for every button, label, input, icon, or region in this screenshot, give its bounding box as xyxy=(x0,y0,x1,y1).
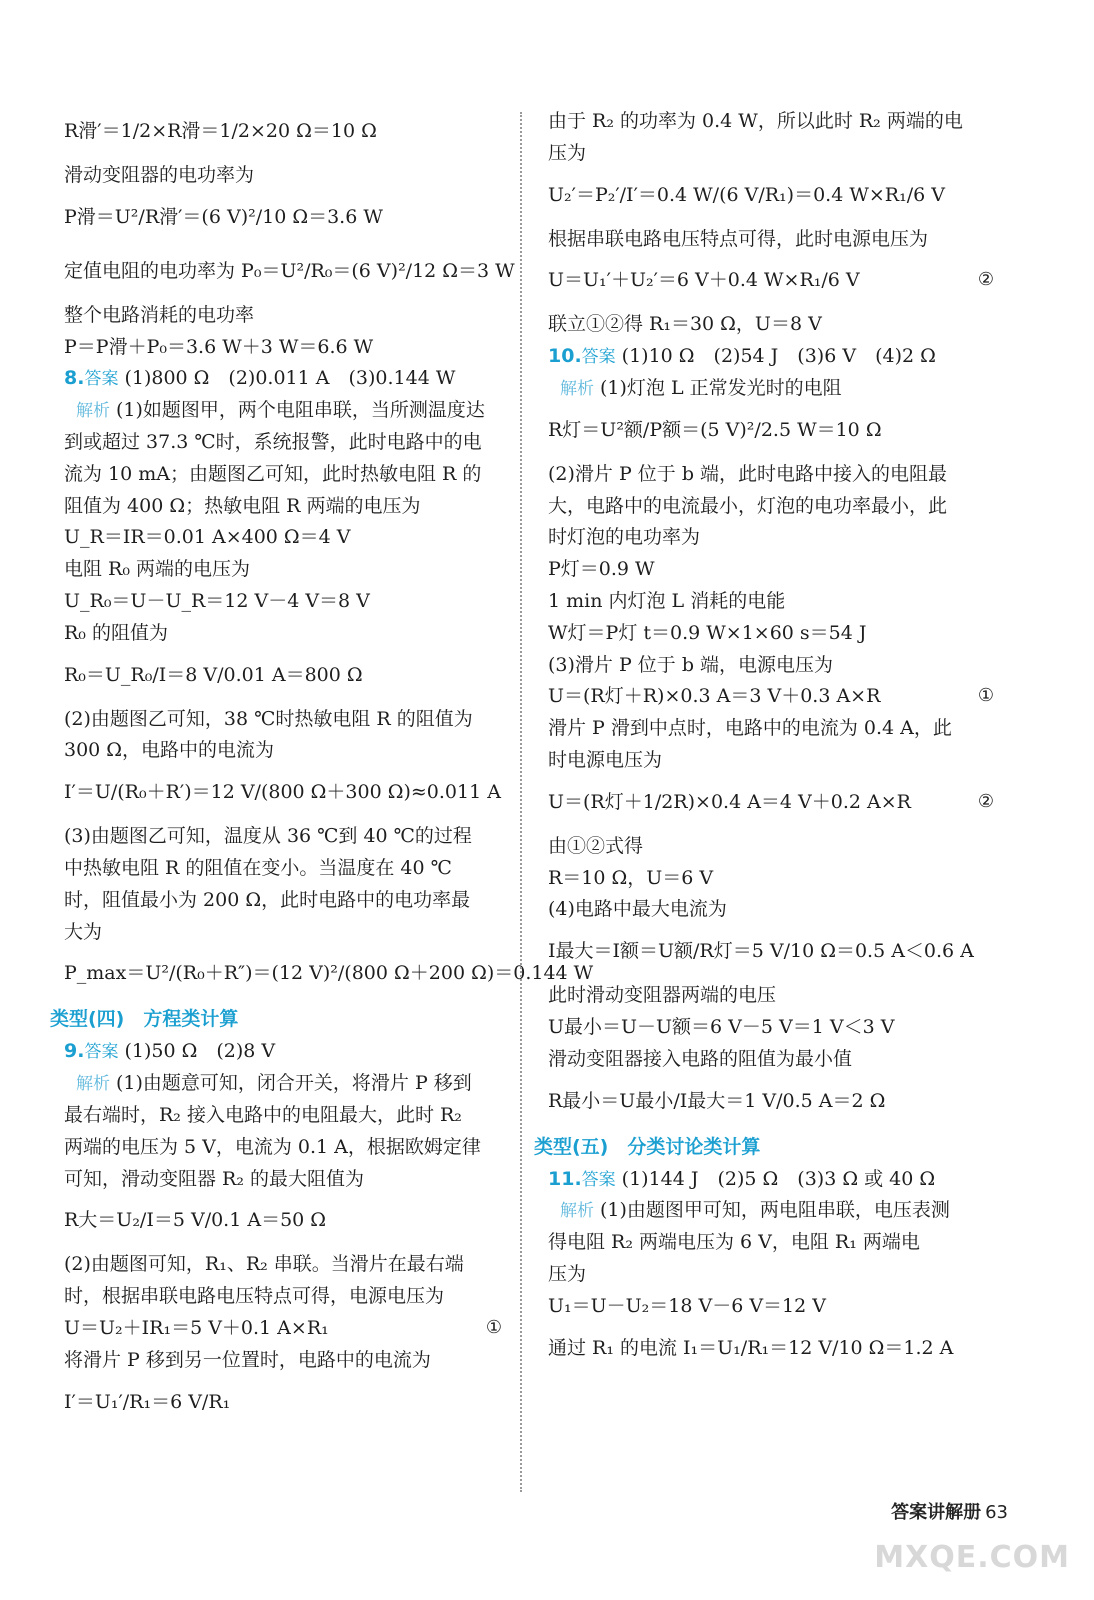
line-text: 联立①②得 R₁＝30 Ω，U＝8 V xyxy=(548,313,822,336)
line-text: 根据串联电路电压特点可得，此时电源电压为 xyxy=(548,227,929,250)
text-line xyxy=(64,334,512,360)
text-line xyxy=(548,172,1004,218)
text-line xyxy=(548,1325,1004,1371)
page-footer xyxy=(891,1498,1008,1524)
text-line xyxy=(64,919,512,945)
line-text: U＝U₂＋IR₁＝5 V＋0.1 A×R₁ xyxy=(64,1316,329,1339)
text-line xyxy=(548,461,1004,487)
page-number: 63 xyxy=(985,1502,1008,1523)
text-line xyxy=(548,1261,1004,1287)
text-line xyxy=(64,855,512,881)
line-text: R最小＝U最小/I最大＝1 V/0.5 A＝2 Ω xyxy=(548,1089,886,1112)
line-text: (3)由题图乙可知，温度从 36 ℃到 40 ℃的过程 xyxy=(64,825,472,848)
text-line xyxy=(64,737,512,763)
analysis-line xyxy=(548,375,1004,401)
watermark: MXQE.COM xyxy=(874,1540,1070,1575)
text-line xyxy=(64,1283,512,1309)
text-line xyxy=(548,493,1004,519)
line-text: (1)800 Ω (2)0.011 A (3)0.144 W xyxy=(124,367,456,390)
line-text: (1)10 Ω (2)54 J (3)6 V (4)2 Ω xyxy=(621,345,936,368)
analysis-tag: 解析 xyxy=(560,378,594,399)
text-line xyxy=(548,108,1004,134)
line-text: R灯＝U²额/P额＝(5 V)²/2.5 W＝10 Ω xyxy=(548,418,882,441)
line-text: U＝(R灯＋1/2R)×0.4 A＝4 V＋0.2 A×R xyxy=(548,790,911,813)
equation-marker: ② xyxy=(977,790,994,812)
line-text: 由①②式得 xyxy=(548,834,644,857)
line-text: 大为 xyxy=(64,920,103,943)
question-number: 10. xyxy=(548,345,582,368)
text-line xyxy=(548,311,1004,337)
line-text: 此时滑动变阻器两端的电压 xyxy=(548,984,777,1007)
line-text: (1)144 J (2)5 Ω (3)3 Ω 或 40 Ω xyxy=(621,1167,936,1190)
line-text: W灯＝P灯 t＝0.9 W×1×60 s＝54 J xyxy=(548,621,867,644)
analysis-line xyxy=(548,1197,1004,1223)
answer-tag: 答案 xyxy=(581,347,616,368)
line-text: P灯＝0.9 W xyxy=(548,558,655,581)
answer-line xyxy=(548,1166,1004,1192)
line-text: (1)由题图甲可知，两电阻串联，电压表测 xyxy=(600,1199,950,1222)
text-line xyxy=(64,887,512,913)
line-text: I最大＝I额＝U额/R灯＝5 V/10 Ω＝0.5 A＜0.6 A xyxy=(548,940,974,963)
analysis-tag: 解析 xyxy=(76,1074,110,1095)
text-line xyxy=(64,302,512,328)
analysis-tag: 解析 xyxy=(76,401,110,422)
text-line xyxy=(64,1251,512,1277)
text-line xyxy=(548,982,1004,1008)
text-line xyxy=(64,194,512,240)
line-text: R＝10 Ω，U＝6 V xyxy=(548,866,714,889)
answer-line xyxy=(64,1038,512,1064)
right-column xyxy=(534,108,1004,1379)
text-line xyxy=(548,1229,1004,1255)
line-text: U＝(R灯＋R)×0.3 A＝3 V＋0.3 A×R xyxy=(548,685,881,708)
line-text: U＝U₁′＋U₂′＝6 V＋0.4 W×R₁/6 V xyxy=(548,269,860,292)
line-text: (2)滑片 P 位于 b 端，此时电路中接入的电阻最 xyxy=(548,462,948,485)
line-text: (1)由题意可知，闭合开关，将滑片 P 移到 xyxy=(116,1072,472,1095)
text-line xyxy=(548,556,1004,582)
line-text: 定值电阻的电功率为 P₀＝U²/R₀＝(6 V)²/12 Ω＝3 W xyxy=(64,259,515,282)
analysis-line xyxy=(64,1070,512,1096)
analysis-tag: 解析 xyxy=(560,1201,594,1222)
text-line xyxy=(548,257,1004,303)
line-text: 压为 xyxy=(548,1262,587,1285)
line-text: R滑′＝1/2×R滑＝1/2×20 Ω＝10 Ω xyxy=(64,120,377,142)
text-line xyxy=(64,1134,512,1160)
analysis-line xyxy=(64,397,512,423)
text-line xyxy=(548,1046,1004,1072)
text-line xyxy=(548,1078,1004,1124)
text-line xyxy=(64,823,512,849)
line-text: 压为 xyxy=(548,141,587,164)
line-text: 滑动变阻器的电功率为 xyxy=(64,164,255,186)
text-line xyxy=(548,1014,1004,1040)
text-line xyxy=(548,1293,1004,1319)
text-line xyxy=(64,1315,512,1341)
text-line xyxy=(548,652,1004,678)
text-line xyxy=(64,524,512,550)
section-heading: 类型(四) 方程类计算 xyxy=(50,1008,239,1031)
answer-line xyxy=(64,365,512,391)
line-text: 流为 10 mA；由题图乙可知，此时热敏电阻 R 的 xyxy=(64,462,482,485)
text-line xyxy=(64,769,512,815)
line-text: R₀＝U_R₀/I＝8 V/0.01 A＝800 Ω xyxy=(64,663,363,686)
text-line xyxy=(548,226,1004,252)
line-text: 两端的电压为 5 V，电流为 0.1 A，根据欧姆定律 xyxy=(64,1135,481,1158)
text-line xyxy=(548,928,1004,974)
line-text: (4)电路中最大电流为 xyxy=(548,898,727,921)
line-text: 通过 R₁ 的电流 I₁＝U₁/R₁＝12 V/10 Ω＝1.2 A xyxy=(548,1336,954,1359)
line-text: I′＝U/(R₀＋R′)＝12 V/(800 Ω＋300 Ω)≈0.011 A xyxy=(64,781,501,804)
line-text: R₀ 的阻值为 xyxy=(64,621,168,644)
text-line xyxy=(64,429,512,455)
line-text: (2)由题图乙可知，38 ℃时热敏电阻 R 的阻值为 xyxy=(64,707,473,730)
answer-tag: 答案 xyxy=(84,369,119,390)
line-text: 由于 R₂ 的功率为 0.4 W，所以此时 R₂ 两端的电 xyxy=(548,110,963,132)
line-text: 到或超过 37.3 ℃时，系统报警，此时电路中的电 xyxy=(64,430,482,453)
line-text: 阻值为 400 Ω；热敏电阻 R 两端的电压为 xyxy=(64,494,421,517)
text-line xyxy=(64,950,594,996)
answer-tag: 答案 xyxy=(581,1169,616,1190)
text-line xyxy=(548,833,1004,859)
line-text: 滑片 P 滑到中点时，电路中的电流为 0.4 A，此 xyxy=(548,717,952,740)
line-text: (1)如题图甲，两个电阻串联，当所测温度达 xyxy=(116,399,485,422)
line-text: 将滑片 P 移到另一位置时，电路中的电流为 xyxy=(64,1348,431,1371)
line-text: 300 Ω，电路中的电流为 xyxy=(64,739,275,762)
answer-line xyxy=(548,343,1004,369)
line-text: (1)灯泡 L 正常发光时的电阻 xyxy=(600,376,842,399)
text-line xyxy=(548,588,1004,614)
text-line xyxy=(548,779,1004,825)
question-number: 9. xyxy=(64,1040,85,1063)
line-text: U_R＝IR＝0.01 A×400 Ω＝4 V xyxy=(64,526,351,549)
text-line xyxy=(548,715,1004,741)
text-line xyxy=(64,461,512,487)
text-line xyxy=(64,1102,512,1128)
text-line xyxy=(548,896,1004,922)
line-text: 最右端时，R₂ 接入电路中的电阻最大，此时 R₂ xyxy=(64,1103,462,1126)
line-text: 时电源电压为 xyxy=(548,748,663,771)
question-number: 11. xyxy=(548,1167,582,1190)
text-line xyxy=(64,1347,512,1373)
answer-tag: 答案 xyxy=(84,1042,119,1063)
line-text: P＝P滑＋P₀＝3.6 W＋3 W＝6.6 W xyxy=(64,335,374,358)
text-line xyxy=(548,407,1004,453)
column-divider xyxy=(520,112,522,1492)
line-text: 时，阻值最小为 200 Ω，此时电路中的电功率最 xyxy=(64,888,471,911)
text-line xyxy=(64,652,512,698)
line-text: U₁＝U－U₂＝18 V－6 V＝12 V xyxy=(548,1294,826,1317)
text-line xyxy=(64,108,512,154)
text-line xyxy=(548,524,1004,550)
line-text: P_max＝U²/(R₀＋R″)＝(12 V)²/(800 Ω＋200 Ω)＝0.144 W xyxy=(64,962,594,985)
line-text: 电阻 R₀ 两端的电压为 xyxy=(64,558,251,581)
line-text: 时灯泡的电功率为 xyxy=(548,526,701,549)
text-line xyxy=(548,683,1004,709)
text-line xyxy=(548,620,1004,646)
line-text: 1 min 内灯泡 L 消耗的电能 xyxy=(548,589,786,612)
footer-label: 答案讲解册 xyxy=(891,1502,982,1523)
line-text: (1)50 Ω (2)8 V xyxy=(124,1040,276,1063)
text-line xyxy=(64,588,512,614)
line-text: 中热敏电阻 R 的阻值在变小。当温度在 40 ℃ xyxy=(64,856,452,879)
equation-marker: ① xyxy=(977,685,994,707)
line-text: 整个电路消耗的电功率 xyxy=(64,303,255,326)
text-line xyxy=(64,706,512,732)
line-text: 可知，滑动变阻器 R₂ 的最大阻值为 xyxy=(64,1167,365,1190)
line-text: U最小＝U－U额＝6 V－5 V＝1 V＜3 V xyxy=(548,1015,895,1038)
line-text: U_R₀＝U－U_R＝12 V－4 V＝8 V xyxy=(64,589,370,612)
line-text: 时，根据串联电路电压特点可得，电源电压为 xyxy=(64,1285,445,1308)
text-line xyxy=(64,162,512,188)
text-line xyxy=(64,620,512,646)
line-text: R大＝U₂/I＝5 V/0.1 A＝50 Ω xyxy=(64,1209,327,1232)
equation-marker: ② xyxy=(977,269,994,291)
text-line xyxy=(548,747,1004,773)
line-text: 得电阻 R₂ 两端电压为 6 V，电阻 R₁ 两端电 xyxy=(548,1231,920,1254)
line-text: I′＝U₁′/R₁＝6 V/R₁ xyxy=(64,1390,231,1413)
line-text: (3)滑片 P 位于 b 端，电源电压为 xyxy=(548,653,834,676)
line-text: 滑动变阻器接入电路的阻值为最小值 xyxy=(548,1047,853,1070)
text-line xyxy=(64,556,512,582)
line-text: 大，电路中的电流最小，灯泡的电功率最小，此 xyxy=(548,494,948,517)
equation-marker: ① xyxy=(485,1316,502,1338)
text-line xyxy=(548,865,1004,891)
left-column xyxy=(50,108,594,1433)
line-text: P滑＝U²/R滑′＝(6 V)²/10 Ω＝3.6 W xyxy=(64,205,383,228)
text-line xyxy=(64,493,512,519)
text-line xyxy=(64,1379,512,1425)
text-line xyxy=(64,248,515,294)
text-line xyxy=(64,1197,512,1243)
text-line xyxy=(64,1166,512,1192)
text-line xyxy=(548,140,1004,166)
line-text: (2)由题图可知，R₁、R₂ 串联。当滑片在最右端 xyxy=(64,1253,464,1276)
section-heading: 类型(五) 分类讨论类计算 xyxy=(534,1135,761,1158)
question-number: 8. xyxy=(64,367,85,390)
line-text: U₂′＝P₂′/I′＝0.4 W/(6 V/R₁)＝0.4 W×R₁/6 V xyxy=(548,183,945,206)
